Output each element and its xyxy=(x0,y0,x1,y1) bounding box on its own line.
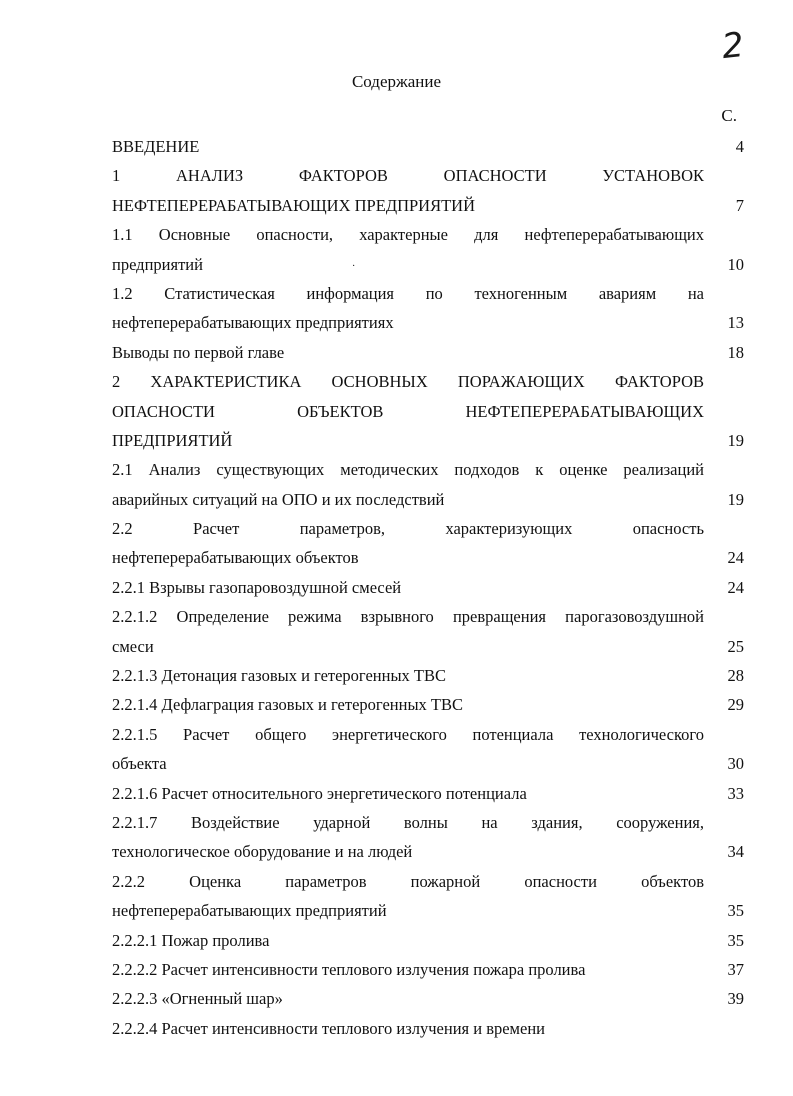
toc-entry-line: ВВЕДЕНИЕ xyxy=(112,137,200,156)
toc-entry-line: ОПАСНОСТИ ОБЪЕКТОВ НЕФТЕПЕРЕРАБАТЫВАЮЩИХ xyxy=(112,401,704,421)
toc-entry-line: 2.2 Расчет параметров, характеризующих опасность xyxy=(112,519,704,539)
toc-entry-line: ПРЕДПРИЯТИЙ xyxy=(112,430,233,450)
toc-entry xyxy=(112,279,744,338)
toc-entry-line: 2.2.2.1 Пожар пролива xyxy=(112,930,270,950)
toc-entry xyxy=(112,455,744,514)
toc-entry xyxy=(112,926,744,955)
toc-page-number: 39 xyxy=(727,989,744,1009)
toc-page-number: 24 xyxy=(727,577,744,597)
toc-page-number: 35 xyxy=(727,901,744,921)
toc-entry-line: НЕФТЕПЕРЕРАБАТЫВАЮЩИХ ПРЕДПРИЯТИЙ xyxy=(112,195,475,215)
toc-entry-line: 2.2.2.3 «Огненный шар» xyxy=(112,989,283,1009)
toc-page-number: 30 xyxy=(727,754,744,774)
toc-entry xyxy=(112,514,744,573)
toc-entry xyxy=(112,161,744,220)
toc-entry xyxy=(112,220,744,279)
toc-page-number: 7 xyxy=(735,195,744,215)
toc-entry xyxy=(112,573,744,602)
toc-page-number: 4 xyxy=(735,137,744,156)
toc-entry-line: 2.2.2 Оценка параметров пожарной опасности объектов xyxy=(112,871,704,891)
toc-entry xyxy=(112,779,744,808)
stray-mark: · xyxy=(352,261,356,272)
toc-page-number: 28 xyxy=(727,666,744,686)
toc-entry xyxy=(112,867,744,926)
toc-page-number: 35 xyxy=(727,930,744,950)
toc-entry xyxy=(112,661,744,690)
toc-entry-line: смеси xyxy=(112,636,154,656)
toc-page-number: 19 xyxy=(727,430,744,450)
toc-entry-line: 1.2 Статистическая информация по техногенным авариям на xyxy=(112,283,704,303)
toc-entry-line: аварийных ситуаций на ОПО и их последствий xyxy=(112,489,445,509)
table-of-contents xyxy=(112,132,744,1043)
toc-entry xyxy=(112,1014,744,1043)
toc-entry xyxy=(112,720,744,779)
toc-page-number: 13 xyxy=(727,313,744,333)
toc-entry-line: 2.2.1.6 Расчет относительного энергетического потенциала xyxy=(112,783,527,803)
toc-entry xyxy=(112,132,744,161)
toc-entry-line: 2.2.1.7 Воздействие ударной волны на здания, сооружения, xyxy=(112,812,704,832)
toc-page-number: 37 xyxy=(727,959,744,979)
toc-page-number: 24 xyxy=(727,548,744,568)
toc-entry xyxy=(112,808,744,867)
toc-page-number: 29 xyxy=(727,695,744,715)
toc-entry-line: 2.2.1 Взрывы газопаровоздушной смесей xyxy=(112,577,402,597)
toc-entry-line: 2 ХАРАКТЕРИСТИКА ОСНОВНЫХ ПОРАЖАЮЩИХ ФАКТОРОВ xyxy=(112,372,704,392)
toc-entry-line: 2.2.1.2 Определение режима взрывного превращения парогазовоздушной xyxy=(112,607,704,627)
toc-entry xyxy=(112,367,744,455)
toc-entry-line: технологическое оборудование и на людей xyxy=(112,842,413,862)
toc-entry xyxy=(112,984,744,1013)
toc-page-number: 19 xyxy=(727,489,744,509)
toc-entry-line: 1.1 Основные опасности, характерные для нефтеперерабатывающих xyxy=(112,225,704,245)
toc-page-number: 34 xyxy=(727,842,744,862)
toc-page-number: 10 xyxy=(727,254,744,274)
toc-page-number xyxy=(704,1014,744,1043)
toc-entry-line: 2.2.1.3 Детонация газовых и гетерогенных ТВС xyxy=(112,666,447,686)
page-column-label: С. xyxy=(721,106,737,125)
page-title: Содержание xyxy=(351,72,442,91)
toc-entry-line: 2.2.1.4 Дефлаграция газовых и гетерогенных ТВС xyxy=(112,695,463,715)
toc-entry xyxy=(112,602,744,661)
toc-entry-line: 2.2.1.5 Расчет общего энергетического потенциала технологического xyxy=(112,724,704,744)
handwritten-page-number: 2 xyxy=(719,24,746,68)
toc-entry-line: 1 АНАЛИЗ ФАКТОРОВ ОПАСНОСТИ УСТАНОВОК xyxy=(112,166,704,186)
toc-entry-line: 2.2.2.4 Расчет интенсивности теплового излучения и времени xyxy=(112,1018,545,1038)
toc-entry-line: Выводы по первой главе xyxy=(112,342,285,362)
toc-entry-line: объекта xyxy=(112,754,167,774)
toc-entry-line: нефтеперерабатывающих предприятий xyxy=(112,901,387,921)
toc-page-number: 25 xyxy=(727,636,744,656)
toc-entry xyxy=(112,690,744,719)
toc-entry-line: 2.2.2.2 Расчет интенсивности теплового излучения пожара пролива xyxy=(112,959,586,979)
toc-page-number: 18 xyxy=(727,342,744,362)
toc-entry-line: нефтеперерабатывающих предприятиях xyxy=(112,313,394,333)
toc-entry xyxy=(112,338,744,367)
toc-entry-line: 2.1 Анализ существующих методических подходов к оценке реализаций xyxy=(112,460,704,480)
toc-entry-line: предприятий xyxy=(112,254,203,274)
toc-entry xyxy=(112,955,744,984)
toc-page-number: 33 xyxy=(727,783,744,803)
toc-entry-line: нефтеперерабатывающих объектов xyxy=(112,548,359,568)
